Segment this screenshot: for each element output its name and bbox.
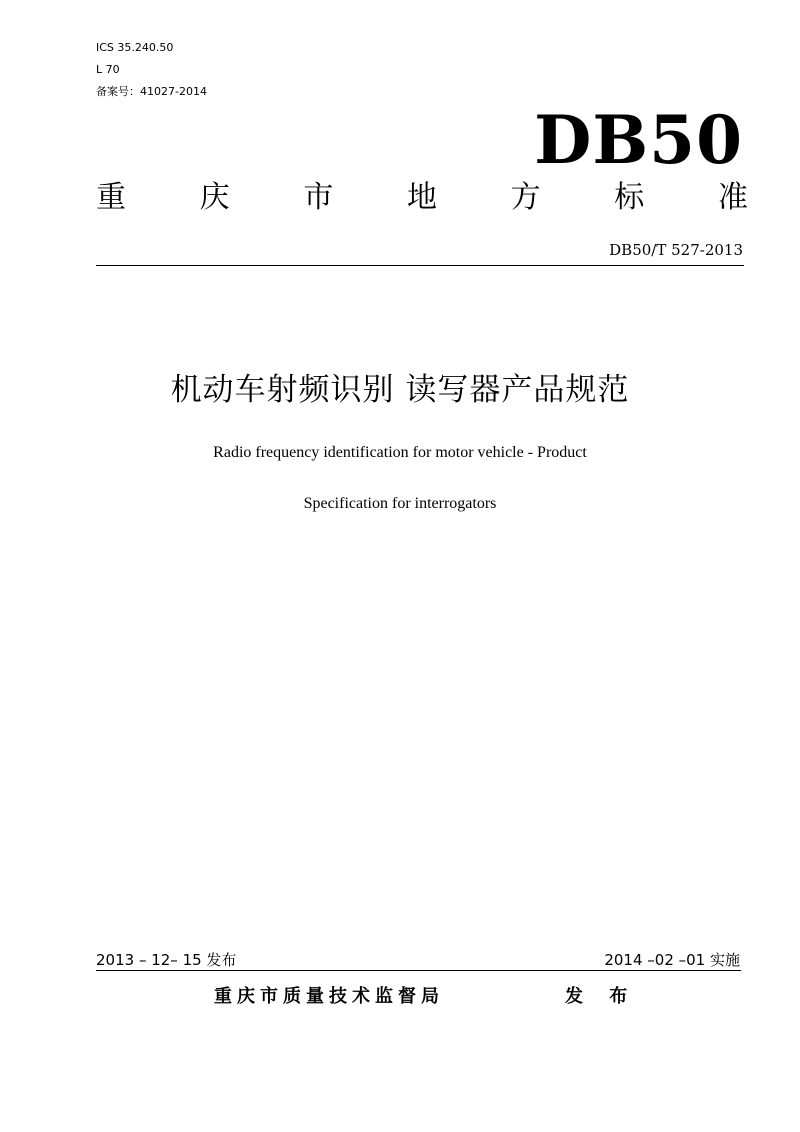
standard-category-title — [96, 178, 748, 218]
document-title-english-line1: Radio frequency identification for motor vehicle - Product — [213, 444, 587, 461]
record-number: 备案号：41027-2014 — [96, 85, 207, 98]
document-title-chinese: 机动车射频识别 读写器产品规范 — [170, 372, 630, 408]
ics-code: ICS 35.240.50 — [96, 41, 174, 54]
standard-code-logo: DB50 — [534, 101, 743, 179]
category-char: 地 — [406, 180, 437, 215]
standard-number: DB50/T 527-2013 — [609, 241, 743, 259]
category-char: 标 — [614, 180, 645, 215]
category-char: 方 — [510, 180, 541, 215]
classification-code: L 70 — [96, 63, 120, 76]
category-char: 准 — [717, 180, 748, 215]
issuing-authority: 重庆市质量技术监督局 — [214, 986, 444, 1007]
category-char: 市 — [303, 180, 334, 215]
issue-label: 发 布 — [565, 986, 638, 1007]
category-char: 重 — [96, 180, 126, 215]
header-divider — [96, 265, 744, 266]
publish-date: 2013 – 12– 15 发布 — [96, 951, 237, 969]
document-title-english-line2: Specification for interrogators — [303, 495, 497, 512]
footer-divider — [96, 970, 741, 971]
implementation-date: 2014 –02 –01 实施 — [604, 951, 740, 969]
category-char: 庆 — [199, 180, 230, 215]
